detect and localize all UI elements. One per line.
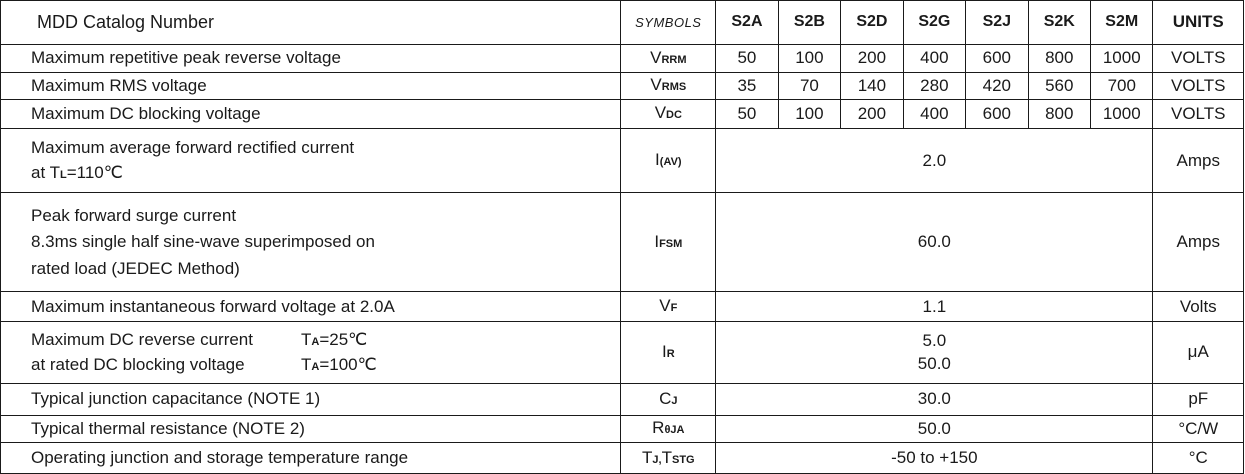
description-line: Maximum DC reverse current TA=25℃ (31, 329, 368, 349)
value-cell: 800 (1028, 45, 1090, 73)
symbol-main: I (661, 342, 667, 362)
value-cell: 1000 (1091, 100, 1153, 129)
value-cell: 560 (1028, 72, 1090, 100)
part-heading-s2j: S2J (966, 1, 1028, 45)
header-row (1, 1, 1244, 45)
row-description: Operating junction and storage temperature range (1, 443, 621, 474)
value-cell: 30.0 (716, 383, 1153, 415)
row-symbol (621, 100, 716, 129)
description-line: at TL=110℃ (31, 163, 123, 183)
part-heading-s2b: S2B (778, 1, 840, 45)
symbol-main: V (650, 75, 662, 95)
symbol-subscript: J, (652, 453, 662, 466)
symbol-subscript: F (670, 302, 678, 315)
unit-cell: Amps (1153, 193, 1244, 292)
units-heading: UNITS (1153, 1, 1244, 45)
value-cell: 50 (716, 45, 778, 73)
row-symbol (621, 128, 716, 193)
symbol-subscript: FSM (659, 238, 683, 251)
row-symbol (621, 415, 716, 443)
table-row (1, 193, 1244, 292)
row-symbol (621, 292, 716, 322)
symbol-main: V (659, 296, 671, 316)
description-line: Maximum average forward rectified current (31, 137, 355, 157)
table-row (1, 128, 1244, 193)
value-cell: 400 (903, 100, 965, 129)
symbol-main: R (652, 418, 665, 438)
row-symbol (621, 45, 716, 73)
value-cell: 600 (966, 100, 1028, 129)
table-row (1, 45, 1244, 73)
description-line: at rated DC blocking voltage TA=100℃ (31, 354, 377, 374)
unit-cell: °C/W (1153, 415, 1244, 443)
value-cell: 140 (841, 72, 903, 100)
value-cell: 280 (903, 72, 965, 100)
unit-cell: VOLTS (1153, 100, 1244, 129)
value-cell: 420 (966, 72, 1028, 100)
table-row (1, 72, 1244, 100)
symbol-subscript: DC (666, 109, 682, 122)
symbol-subscript: θJA (664, 424, 685, 437)
symbol-subscript: J (671, 394, 678, 407)
value-cell: 60.0 (716, 193, 1153, 292)
table-row (1, 415, 1244, 443)
unit-cell: °C (1153, 443, 1244, 474)
table-row (1, 383, 1244, 415)
catalog-number-heading: MDD Catalog Number (1, 1, 621, 45)
row-symbol (621, 443, 716, 474)
symbol-main: T (642, 447, 653, 467)
symbol-main: V (654, 103, 667, 123)
description-line: Peak forward surge current (31, 206, 237, 226)
value-cell: 600 (966, 45, 1028, 73)
part-heading-s2k: S2K (1028, 1, 1090, 45)
row-description: Maximum instantaneous forward voltage at 2.0A (1, 292, 621, 322)
value-line: 50.0 (917, 353, 951, 373)
symbols-heading: SYMBOLS (621, 1, 716, 45)
unit-cell: Volts (1153, 292, 1244, 322)
symbol-subscript: RMS (661, 81, 687, 94)
symbol-main: I (655, 150, 660, 170)
value-cell: 35 (716, 72, 778, 100)
value-cell: 50.0 (716, 415, 1153, 443)
value-cell: 200 (841, 45, 903, 73)
description-line: 8.3ms single half sine-wave superimposed on (31, 232, 375, 252)
value-cell: 100 (778, 45, 840, 73)
unit-cell: μA (1153, 322, 1244, 384)
part-heading-s2d: S2D (841, 1, 903, 45)
row-description: Maximum repetitive peak reverse voltage (1, 45, 621, 73)
row-description: Maximum RMS voltage (1, 72, 621, 100)
symbol-subscript: (AV) (659, 156, 682, 169)
symbol-subscript: RRM (661, 53, 687, 66)
value-cell: 100 (778, 100, 840, 129)
row-description (1, 193, 621, 292)
table-row (1, 443, 1244, 474)
value-cell: 700 (1091, 72, 1153, 100)
table-row (1, 292, 1244, 322)
row-description (1, 128, 621, 193)
row-symbol (621, 193, 716, 292)
unit-cell: VOLTS (1153, 72, 1244, 100)
value-line: 5.0 (922, 330, 947, 350)
value-cell: 400 (903, 45, 965, 73)
row-symbol (621, 322, 716, 384)
value-cell: 70 (778, 72, 840, 100)
value-cell: 1000 (1091, 45, 1153, 73)
value-cell: 2.0 (716, 128, 1153, 193)
symbol-subscript: R (666, 348, 675, 361)
row-description: Maximum DC blocking voltage (1, 100, 621, 129)
part-heading-s2m: S2M (1091, 1, 1153, 45)
value-cell (716, 322, 1153, 384)
part-heading-s2a: S2A (716, 1, 778, 45)
value-cell: -50 to +150 (716, 443, 1153, 474)
row-description: Typical thermal resistance (NOTE 2) (1, 415, 621, 443)
value-cell: 50 (716, 100, 778, 129)
row-description (1, 322, 621, 384)
value-cell: 800 (1028, 100, 1090, 129)
unit-cell: pF (1153, 383, 1244, 415)
unit-cell: Amps (1153, 128, 1244, 193)
value-cell: 200 (841, 100, 903, 129)
symbol-main: V (650, 47, 662, 67)
row-symbol (621, 72, 716, 100)
symbol-main: I (654, 232, 660, 252)
row-symbol (621, 383, 716, 415)
row-description: Typical junction capacitance (NOTE 1) (1, 383, 621, 415)
symbol-main: C (659, 388, 672, 408)
value-cell: 1.1 (716, 292, 1153, 322)
part-heading-s2g: S2G (903, 1, 965, 45)
description-line: rated load (JEDEC Method) (31, 258, 240, 278)
table-row (1, 100, 1244, 129)
symbol-main: T (661, 447, 672, 467)
table-row (1, 322, 1244, 384)
symbol-subscript: STG (671, 453, 695, 466)
unit-cell: VOLTS (1153, 45, 1244, 73)
